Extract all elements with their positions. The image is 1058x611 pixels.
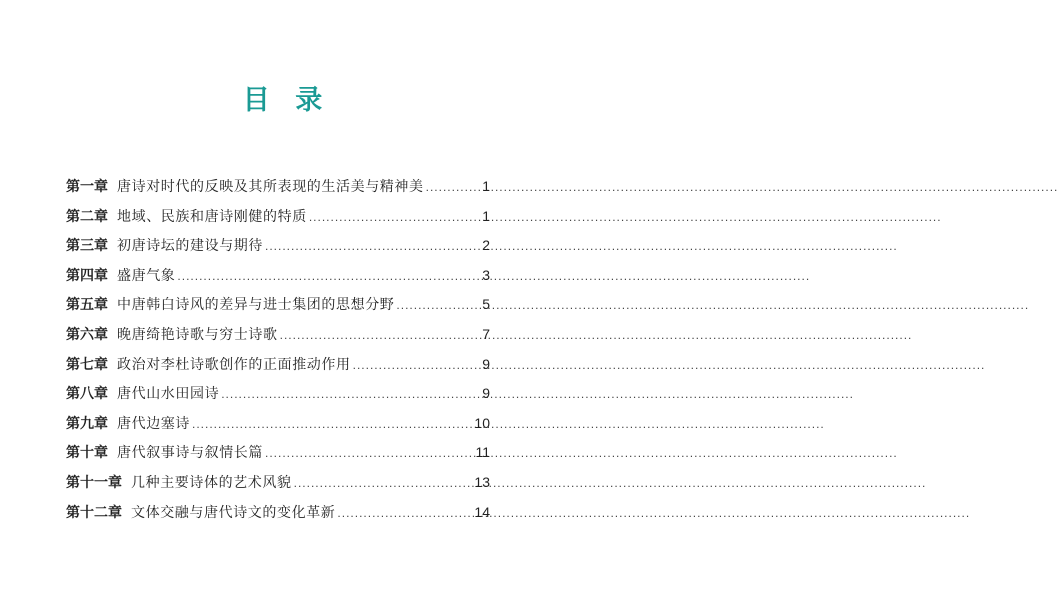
toc-entry[interactable] <box>66 413 490 443</box>
toc-chapter-title: 唐代叙事诗与叙情长篇 <box>117 445 263 462</box>
toc-entry[interactable] <box>66 324 490 354</box>
toc-chapter-number: 第十二章 <box>66 504 122 521</box>
toc-page-number: 14 <box>474 503 490 520</box>
page-title: 目 录 <box>242 85 331 116</box>
toc-chapter-number: 第三章 <box>66 238 108 255</box>
toc-page-number: 7 <box>482 325 490 342</box>
toc-page-number: 11 <box>475 444 490 461</box>
toc-entry[interactable] <box>66 176 490 206</box>
toc-page-number: 1 <box>482 178 490 194</box>
toc-chapter-number: 第九章 <box>66 415 108 432</box>
toc-chapter-number: 第一章 <box>66 179 108 195</box>
toc-chapter-number: 第六章 <box>66 326 108 343</box>
toc-entry[interactable] <box>66 472 490 502</box>
toc-chapter-number: 第二章 <box>66 208 108 225</box>
toc-chapter-title: 中唐韩白诗风的差异与进士集团的思想分野 <box>117 297 395 314</box>
toc-page-number: 5 <box>482 296 490 313</box>
toc-leader-dots <box>294 476 473 490</box>
toc-chapter-title: 盛唐气象 <box>117 267 176 284</box>
toc-entry[interactable] <box>66 354 490 384</box>
toc-chapter-title: 政治对李杜诗歌创作的正面推动作用 <box>117 356 351 373</box>
toc-entry[interactable] <box>66 235 490 265</box>
toc-chapter-title: 唐代山水田园诗 <box>117 386 220 403</box>
toc-leader-dots <box>265 239 480 253</box>
toc-page-number: 9 <box>482 355 490 372</box>
toc-chapter-number: 第八章 <box>66 386 108 403</box>
toc-entry[interactable] <box>66 502 490 532</box>
toc-entry[interactable] <box>66 442 490 472</box>
toc-entry[interactable] <box>66 294 490 324</box>
toc-leader-dots <box>177 269 480 283</box>
toc-chapter-number: 第十一章 <box>66 474 122 491</box>
toc-leader-dots <box>280 328 481 342</box>
toc-chapter-title: 晚唐绮艳诗歌与穷士诗歌 <box>117 326 278 343</box>
toc-entry[interactable] <box>66 265 490 295</box>
toc-chapter-title: 地域、民族和唐诗刚健的特质 <box>117 208 307 225</box>
toc-chapter-number: 第七章 <box>66 356 108 373</box>
toc-page-number: 13 <box>474 473 490 490</box>
toc-leader-dots <box>309 210 480 224</box>
toc-page-number: 1 <box>482 207 490 224</box>
toc-chapter-title: 文体交融与唐代诗文的变化革新 <box>131 504 336 521</box>
toc-page-number: 9 <box>482 385 490 402</box>
toc-entry[interactable] <box>66 206 490 236</box>
toc-page-number: 2 <box>482 237 490 254</box>
toc-chapter-title: 几种主要诗体的艺术风貌 <box>131 474 292 491</box>
toc-entry[interactable] <box>66 383 490 413</box>
toc-chapter-number: 第十章 <box>66 445 108 462</box>
toc-leader-dots <box>353 358 481 372</box>
toc-chapter-title: 初唐诗坛的建设与期待 <box>117 238 263 255</box>
toc-leader-dots <box>192 417 472 431</box>
toc-page-number: 3 <box>482 266 490 283</box>
toc-leader-dots <box>221 387 480 401</box>
toc-leader-dots <box>265 446 473 460</box>
table-of-contents <box>66 176 490 531</box>
toc-leader-dots <box>396 298 480 312</box>
toc-chapter-title: 唐代边塞诗 <box>117 415 190 432</box>
toc-leader-dots <box>426 180 481 194</box>
toc-page-number: 10 <box>474 414 490 431</box>
toc-chapter-title: 唐诗对时代的反映及其所表现的生活美与精神美 <box>117 179 424 195</box>
toc-chapter-number: 第四章 <box>66 267 108 284</box>
toc-leader-dots <box>337 506 472 520</box>
toc-chapter-number: 第五章 <box>66 297 108 314</box>
